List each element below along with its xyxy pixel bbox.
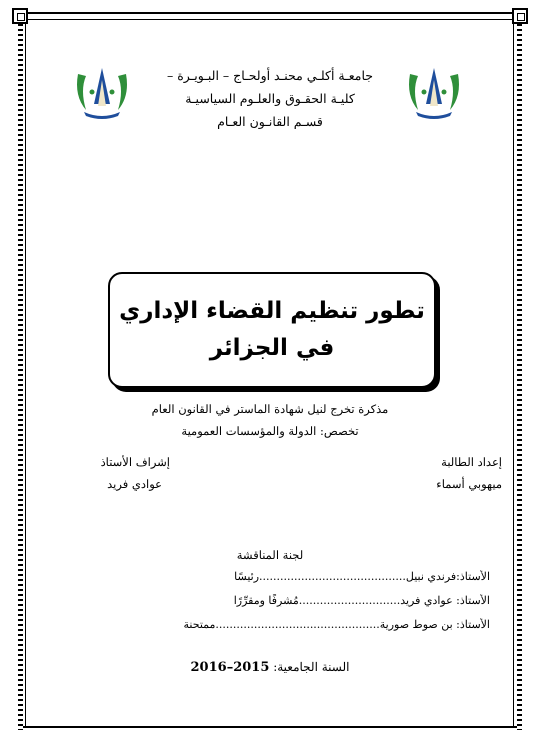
thesis-title-box	[108, 272, 436, 388]
committee-member: الأستاذ: بن صوط صورية	[379, 618, 490, 631]
dot-leader: .............................	[298, 594, 401, 607]
faculty-name: كليـة الحقـوق والعلـوم السياسيـة	[185, 91, 355, 106]
specialization: تخصص: الدولة والمؤسسات العمومية	[181, 424, 359, 438]
university-logo-left	[72, 62, 132, 122]
student-name: ميهوبي أسماء	[436, 477, 502, 491]
committee-role: مُشرِفًا ومقرِّرًا	[233, 594, 299, 607]
thesis-degree-note: مذكرة تخرج لنيل شهادة الماستر في القانون العام	[151, 402, 389, 416]
university-logo-right	[404, 62, 464, 122]
supervision-label: إشراف الأستاذ	[100, 455, 170, 469]
border-corner-ornament	[512, 8, 528, 24]
thesis-title-line1: تطور تنظيم القضاء الإداري	[119, 298, 425, 324]
supervisor-name: عوادي فريد	[107, 477, 162, 491]
university-name: جامعـة أكلـي محنـد أولحـاج – البـويـرة –	[166, 68, 374, 83]
academic-year	[0, 660, 540, 675]
committee-role: ممتحنة	[183, 618, 216, 631]
border-corner-ornament	[12, 8, 28, 24]
academic-year-label: السنة الجامعية:	[273, 660, 350, 674]
committee-member-row	[58, 594, 490, 607]
thesis-title-line2: في الجزائر	[209, 335, 335, 361]
committee-member-row	[58, 618, 490, 631]
committee-member: الأستاذ: عوادي فريد	[400, 594, 490, 607]
committee-heading: لجنة المناقشة	[236, 548, 304, 562]
dot-leader: ..........................................	[259, 570, 406, 583]
academic-year-value: 2015–2016	[190, 660, 270, 675]
committee-member: الأستاذ:فرندي نبيل	[405, 570, 490, 583]
committee-member-row	[58, 570, 490, 583]
department-name: قسـم القانـون العـام	[217, 114, 323, 129]
institution-header	[140, 64, 400, 133]
prepared-by-label: إعداد الطالبة	[441, 455, 502, 469]
page-border-rail-right	[517, 19, 522, 730]
committee-role: رئيسًا	[234, 570, 260, 583]
dot-leader: ...............................................	[215, 618, 380, 631]
page-border-rail-left	[18, 19, 23, 730]
